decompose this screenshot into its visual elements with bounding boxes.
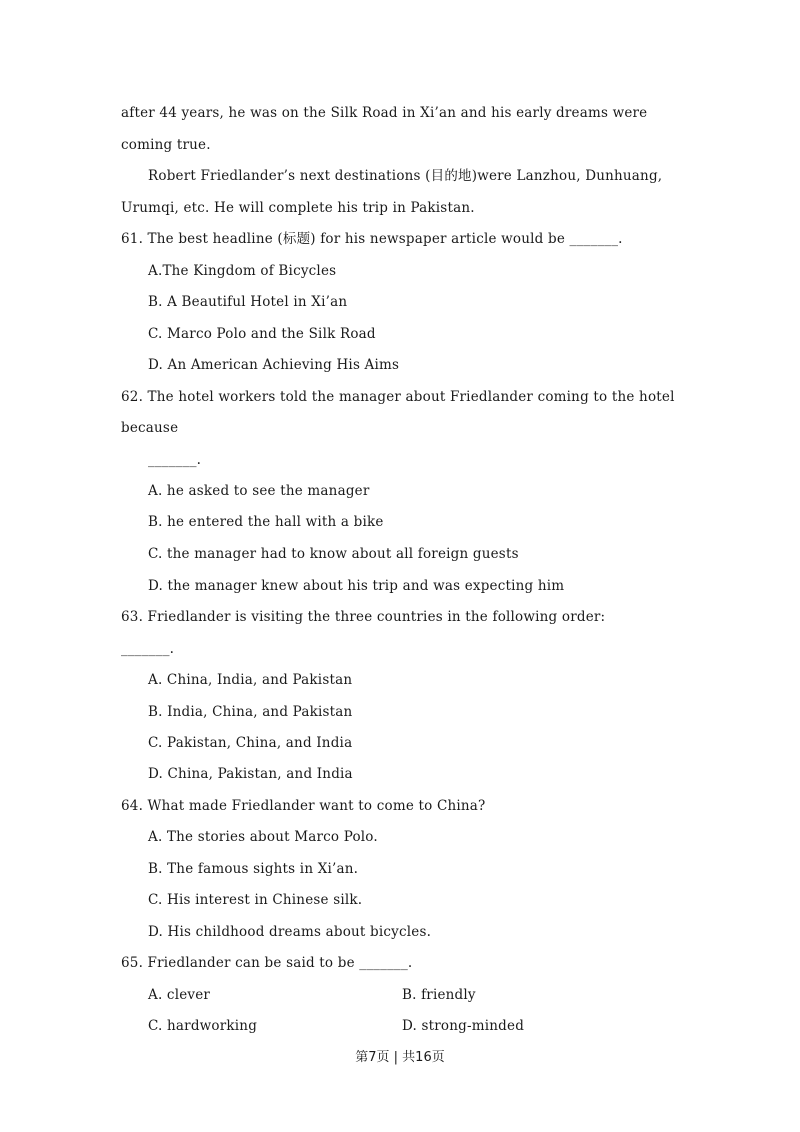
option: C. the manager had to know about all foreign guests [148, 546, 519, 562]
option: D. the manager knew about his trip and was expecting him [148, 578, 565, 594]
passage-line: Robert Friedlander’s next destinations (目的地)were Lanzhou, Dunhuang, [148, 168, 663, 184]
option: C. His interest in Chinese silk. [148, 892, 363, 908]
option: B. The famous sights in Xi’an. [148, 861, 359, 877]
option: C. Pakistan, China, and India [148, 735, 353, 751]
question-62-stem: 62. The hotel workers told the manager about Friedlander coming to the hotel [121, 389, 675, 405]
passage-line: coming true. [121, 137, 211, 153]
page-number: 第7页 | 共16页 [355, 1050, 445, 1065]
option: A.The Kingdom of Bicycles [148, 263, 337, 279]
option: A. clever [148, 987, 211, 1003]
option: B. friendly [402, 987, 476, 1003]
answer-blank: _______. [148, 452, 202, 468]
option: D. His childhood dreams about bicycles. [148, 924, 432, 940]
option: B. India, China, and Pakistan [148, 704, 353, 720]
option: C. Marco Polo and the Silk Road [148, 326, 376, 342]
option: D. China, Pakistan, and India [148, 766, 353, 782]
option: A. he asked to see the manager [148, 483, 370, 499]
question-63-stem: 63. Friedlander is visiting the three countries in the following order: [121, 609, 606, 625]
option: D. An American Achieving His Aims [148, 357, 400, 373]
option: B. he entered the hall with a bike [148, 514, 384, 530]
question-61-stem: 61. The best headline (标题) for his newspaper article would be _______. [121, 231, 623, 247]
passage-line: after 44 years, he was on the Silk Road in Xi’an and his early dreams were [121, 105, 648, 121]
option: A. The stories about Marco Polo. [148, 829, 378, 845]
question-65-stem: 65. Friedlander can be said to be _______. [121, 955, 413, 971]
option: A. China, India, and Pakistan [148, 672, 353, 688]
option: D. strong-minded [402, 1018, 525, 1034]
option: B. A Beautiful Hotel in Xi’an [148, 294, 348, 310]
passage-line: Urumqi, etc. He will complete his trip in Pakistan. [121, 200, 475, 216]
option: C. hardworking [148, 1018, 258, 1034]
question-64-stem: 64. What made Friedlander want to come to China? [121, 798, 486, 814]
question-62-stem-cont: because [121, 420, 179, 436]
answer-blank: _______. [121, 641, 175, 657]
